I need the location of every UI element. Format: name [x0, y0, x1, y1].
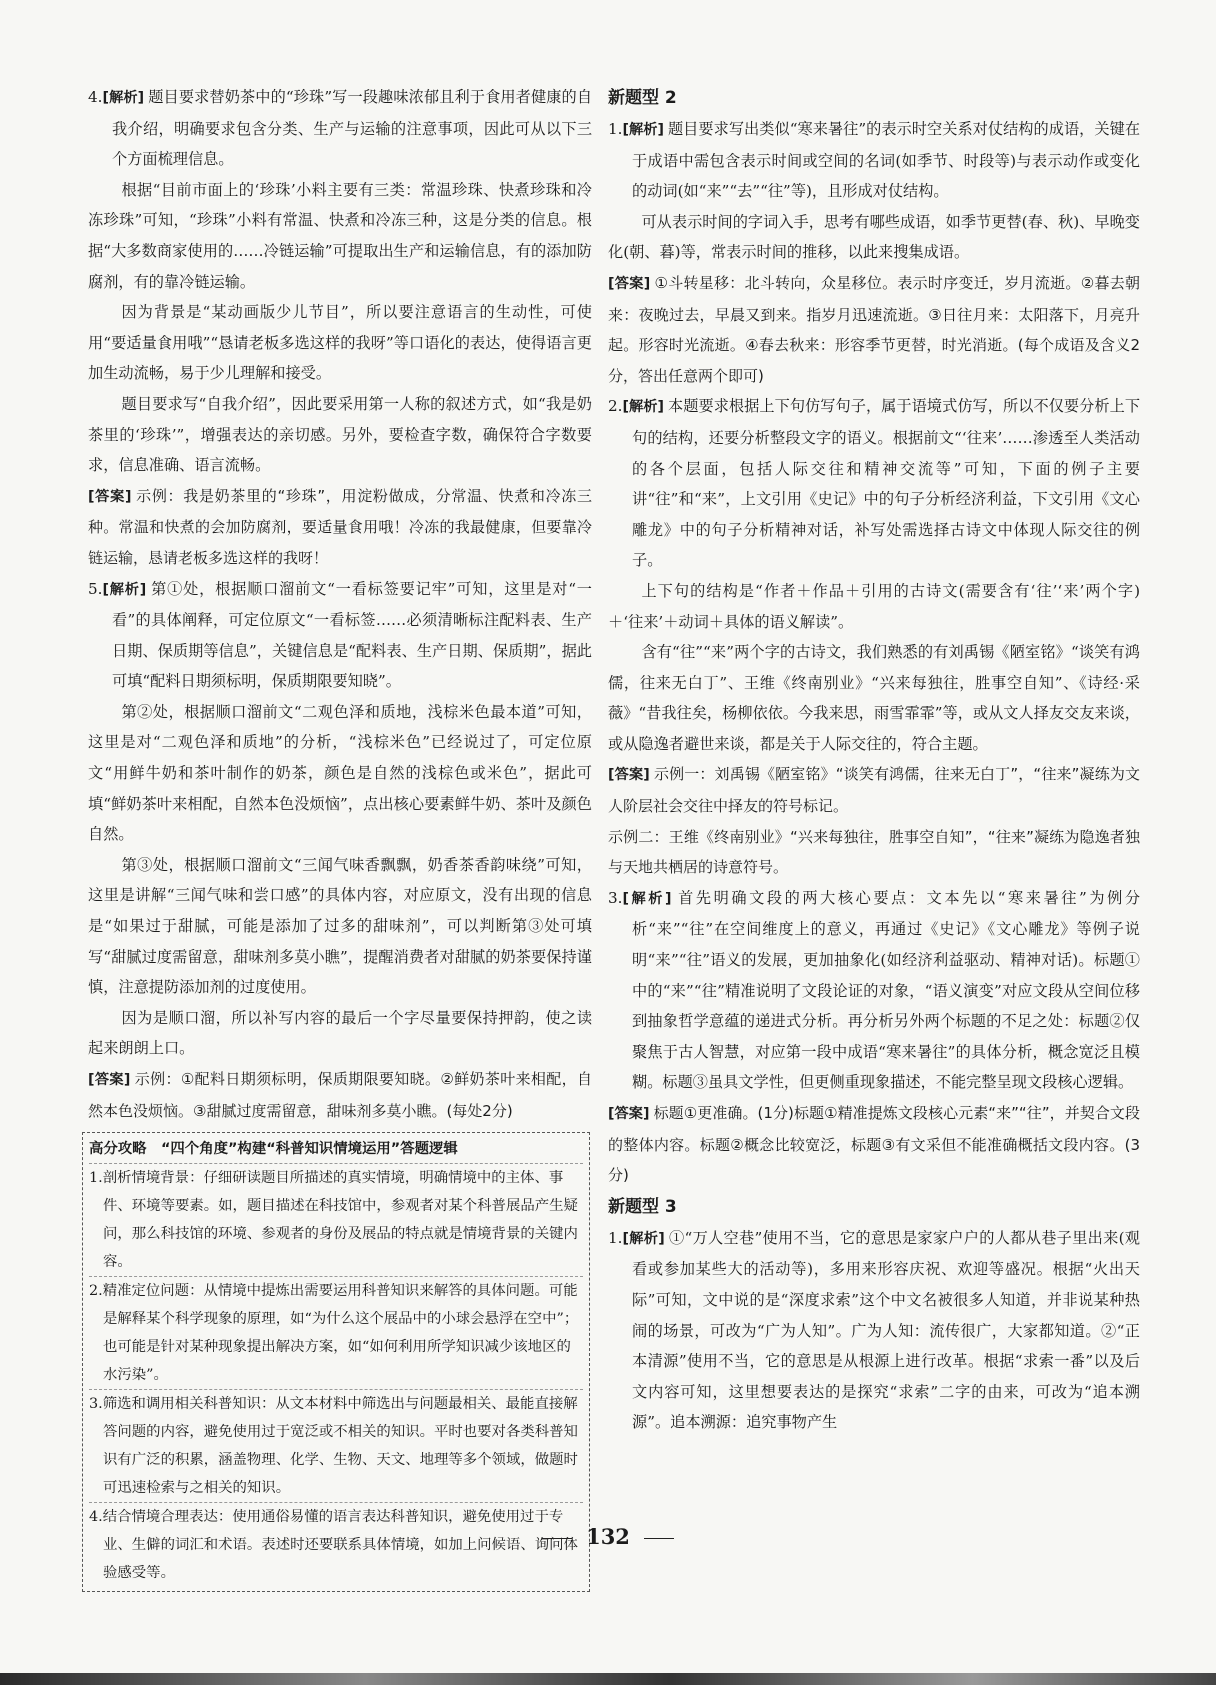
left-column: [88, 82, 592, 1592]
q5-para-4: 因为是顺口溜，所以补写内容的最后一个字尽量要保持押韵，使之读起来朗朗上口。: [88, 1008, 592, 1058]
tip-item: 3.筛选和调用相关科普知识：从文本材料中筛选出与问题最相关、最能直接解答问题的内容，避免使用过于宽泛或不相关的知识。平时也要对各类科普知识有广泛的积累，涵盖物理、化学、生物、天文、地理等多个领域，做题时可迅速检索与之相关的知识。: [89, 1389, 583, 1502]
answer-tag: [答案]: [88, 1072, 131, 1088]
t2-q1-para-2: 可从表示时间的字词入手，思考有哪些成语，如季节更替(春、秋)、早晚变化(朝、暮)等，常表示时间的推移，以此来搜集成语。: [608, 212, 1140, 262]
t2-q2-para-3: 含有“往”“来”两个字的古诗文，我们熟悉的有刘禹锡《陋室铭》“谈笑有鸿儒，往来无白丁”、王维《终南别业》“兴来每独往，胜事空自知”、《诗经·采薇》“昔我往矣，杨柳依依。今我来思，雨雪霏霏”等，或从文人择友交友来谈，或从隐逸者避世来谈，都是关于人际交往的，符合主题。: [608, 643, 1140, 753]
analysis-tag: [解析]: [622, 1230, 665, 1247]
t2-q3-analysis: 3.[解析] 首先明确文段的两大核心要点：文本先以“寒来暑往”为例分析“来”“往”在空间维度上的意义，再通过《史记》《文心雕龙》等例子说明“来”“往”语义的发展，更加抽象化(如经济利益驱动、精神对话)。标题①中的“来”“往”精准说明了文段论证的对象，“语义演变”对应文段从空间位移到抽象哲学意蕴的递进式分析。再分析另外两个标题的不足之处：标题②仅聚焦于古人智慧，对应第一段中成语“寒来暑往”的具体分析，概念宽泛且模糊。标题③虽具文学性，但更侧重现象描述，不能完整呈现文段核心逻辑。: [608, 888, 1141, 1092]
t2-q2-para-2: 上下句的结构是“作者＋作品＋引用的古诗文(需要含有‘往’‘来’两个字)＋‘往来’＋动词＋具体的语义解读”。: [608, 581, 1140, 631]
scan-edge-bar: [0, 1673, 1216, 1685]
analysis-tag: [解析]: [102, 90, 145, 106]
t2-q2-answer-1: [答案] 示例一：刘禹锡《陋室铭》“谈笑有鸿儒，往来无白丁”，“往来”凝练为文人阶层社会交往中择友的符号标记。: [608, 765, 1140, 816]
q4-para-4: 题目要求写“自我介绍”，因此要采用第一人称的叙述方式，如“我是奶茶里的‘珍珠’”，增强表达的亲切感。另外，要检查字数，确保符合字数要求，信息准确、语言流畅。: [88, 394, 592, 475]
t2-q2-answer-2: 示例二：王维《终南别业》“兴来每独往，胜事空自知”，“往来”凝练为隐逸者独与天地共栖居的诗意符号。: [608, 827, 1140, 877]
t2-q1-analysis: 1.[解析] 题目要求写出类似“寒来暑往”的表示时空关系对仗结构的成语，关键在于成语中需包含表示时间或空间的名词(如季节、时段等)与表示动作或变化的动词(如“来”“去”“往”等)，且形成对仗结构。: [608, 120, 1141, 201]
q5-para-3: 第③处，根据顺口溜前文“三闻气味香飘飘，奶香茶香韵味绕”可知，这里是讲解“三闻气味和尝口感”的具体内容，对应原文，没有出现的信息是“如果过于甜腻，可能是添加了过多的甜味剂”，可以判断第③处可填写“甜腻过度需留意，甜味剂多莫小瞧”，提醒消费者对甜腻的奶茶要保持谨慎，注意提防添加剂的过度使用。: [88, 855, 592, 997]
q4-analysis: 4.[解析] 题目要求替奶茶中的“珍珠”写一段趣味浓郁且利于食用者健康的自我介绍，明确要求包含分类、生产与运输的注意事项，因此可从以下三个方面梳理信息。: [88, 88, 593, 169]
q5-para-2: 第②处，根据顺口溜前文“二观色泽和质地，浅棕米色最本道”可知，这里是对“二观色泽和质地”的分析，“浅棕米色”已经说过了，可定位原文“用鲜牛奶和茶叶制作的奶茶，颜色是自然的浅棕色或米色”，据此可填“鲜奶茶叶来相配，自然本色没烦恼”，点出核心要素鲜牛奶、茶叶及颜色自然。: [88, 702, 592, 844]
answer-tag: [答案]: [608, 275, 651, 292]
right-column: [608, 82, 1140, 1438]
t2-q3-answer: [答案] 标题①更准确。(1分)标题①精准提炼文段核心元素“来”“往”，并契合文段的整体内容。标题②概念比较宽泛，标题③有文采但不能准确概括文段内容。(3分): [608, 1104, 1141, 1185]
analysis-tag: [解析]: [622, 122, 664, 138]
answer-tag: [答案]: [88, 488, 132, 505]
q4-para-3: 因为背景是“某动画版少儿节目”，所以要注意语言的生动性，可使用“要适量食用哦”“恳请老板多选这样的我呀”等口语化的表达，使得语言更加生动流畅，易于少儿理解和接受。: [88, 303, 592, 383]
tip-item: 1.剖析情境背景：仔细研读题目所描述的真实情境，明确情境中的主体、事件、环境等要素。如，题目描述在科技馆中，参观者对某个科普展品产生疑问，那么科技馆的环境、参观者的身份及展品的特点就是情境背景的关键内容。: [89, 1163, 583, 1276]
page-number-dash-left: [542, 1538, 572, 1539]
page-number: 132: [0, 1524, 1216, 1549]
section-title-type-3: 新题型 3: [608, 1196, 677, 1217]
analysis-tag: [解析]: [102, 581, 147, 598]
analysis-tag: [解析]: [622, 890, 672, 907]
tip-item: 2.精准定位问题：从情境中提炼出需要运用科普知识来解答的具体问题。可能是解释某个科学现象的原理，如“为什么这个展品中的小球会悬浮在空中”；也可能是针对某种现象提出解决方案，如“如何利用所学知识减少该地区的水污染”。: [89, 1276, 583, 1389]
t3-q1-analysis: 1.[解析] ①“万人空巷”使用不当，它的意思是家家户户的人都从巷子里出来(观看或参加某些大的活动等)，多用来形容庆祝、欢迎等盛况。根据“火出天际”可知，文中说的是“深度求索”这个中文名被很多人知道，并非说某种热闹的场景，可改为“广为人知”。广为人知：流传很广，大家都知道。②“正本清源”使用不当，它的意思是从根源上进行改革。根据“求索一番”以及后文内容可知，这里想要表达的是探究“求索”二字的由来，可改为“追本溯源”。追本溯源：追究事物产生: [608, 1228, 1140, 1432]
tip-title: 高分攻略 “四个角度”构建“科普知识情境运用”答题逻辑: [89, 1141, 458, 1158]
q5-answer: [答案] 示例：①配料日期须标明，保质期限要知晓。②鲜奶茶叶来相配，自然本色没烦恼。③甜腻过度需留意，甜味剂多莫小瞧。(每处2分): [88, 1070, 593, 1120]
analysis-tag: [解析]: [622, 399, 664, 416]
q4-para-2: 根据“目前市面上的‘珍珠’小料主要有三类：常温珍珠、快煮珍珠和冷冻珍珠”可知，“珍珠”小料有常温、快煮和冷冻三种，这是分类的信息。根据“大多数商家使用的……冷链运输”可提取出生产和运输信息，有的添加防腐剂，有的靠冷链运输。: [88, 180, 592, 291]
tip-item: 4.结合情境合理表达：使用通俗易懂的语言表达科普知识，避免使用过于专业、生僻的词汇和术语。表述时还要联系具体情境，如加上问候语、询问体验感受等。: [89, 1502, 583, 1587]
q4-answer: [答案] 示例：我是奶茶里的“珍珠”，用淀粉做成，分常温、快煮和冷冻三种。常温和快煮的会加防腐剂，要适量食用哦！冷冻的我最健康，但要靠冷链运输，恳请老板多选这样的我呀！: [88, 486, 593, 567]
q5-analysis: 5.[解析] 第①处，根据顺口溜前文“一看标签要记牢”可知，这里是对“一看”的具体阐释，可定位原文“一看标签……必须清晰标注配料表、生产日期、保质期等信息”，关键信息是“配料表、生产日期、保质期”，据此可填“配料日期须标明，保质期限要知晓”。: [88, 579, 592, 691]
answer-tag: [答案]: [608, 767, 650, 784]
t2-q1-answer: [答案] ①斗转星移：北斗转向，众星移位。表示时序变迁，岁月流逝。②暮去朝来：夜晚过去，早晨又到来。指岁月迅速流逝。③日往月来：太阳落下，月亮升起。形容时光流逝。④春去秋来：形容季节更替，时光消逝。(每个成语及含义2分，答出任意两个即可): [608, 273, 1140, 385]
t2-q2-analysis: 2.[解析] 本题要求根据上下句仿写句子，属于语境式仿写，所以不仅要分析上下句的结构，还要分析整段文字的语义。根据前文“‘往来’……渗透至人类活动的各个层面，包括人际交往和精神交流等”可知，下面的例子主要讲“往”和“来”，上文引用《史记》中的句子分析经济利益，下文引用《文心雕龙》中的句子分析精神对话，补写处需选择古诗文中体现人际交往的例子。: [608, 397, 1141, 570]
page-number-dash-right: [644, 1538, 674, 1539]
section-title-type-2: 新题型 2: [608, 88, 677, 108]
answer-tag: [答案]: [608, 1106, 650, 1122]
